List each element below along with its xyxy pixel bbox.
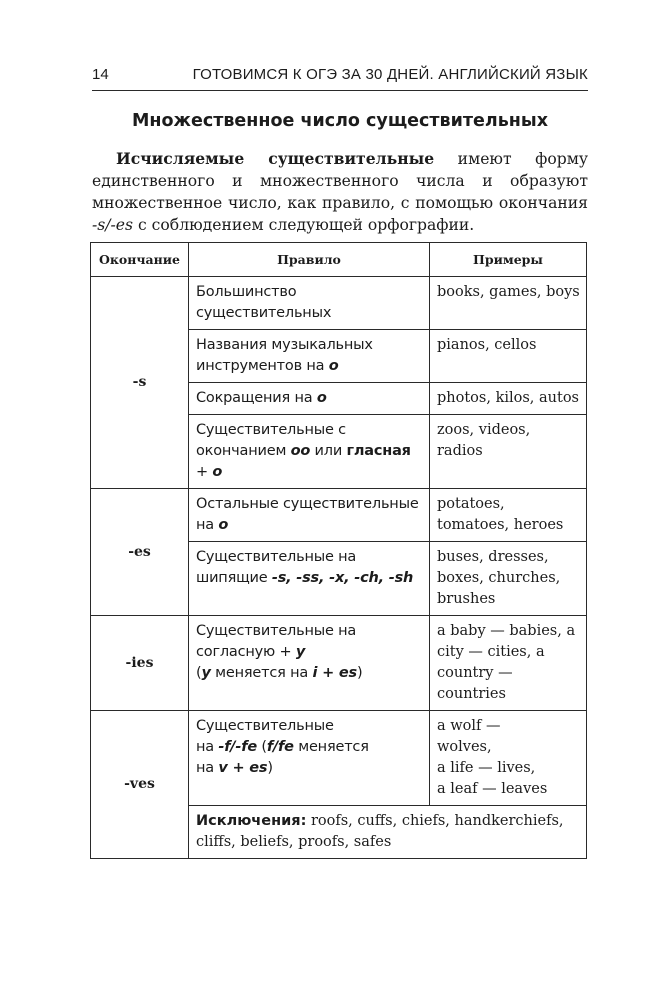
running-title: ГОТОВИМСЯ К ОГЭ ЗА 30 ДНЕЙ. АНГЛИЙСКИЙ ЯЗЫК bbox=[192, 66, 588, 83]
rule-fragment: на bbox=[196, 739, 219, 755]
examples-text: photos, kilos, autos bbox=[437, 390, 579, 406]
examples-cell bbox=[430, 277, 587, 330]
ending-cell: -es bbox=[91, 489, 189, 616]
table-row bbox=[91, 489, 587, 542]
rule-fragment: y bbox=[295, 644, 306, 660]
examples-cell bbox=[430, 489, 587, 542]
examples-text: zoos, videos, radios bbox=[437, 422, 531, 459]
header-rule: Правило bbox=[189, 243, 430, 277]
section-title: Множественное число существительных bbox=[132, 111, 548, 131]
rule-fragment: v + es bbox=[218, 760, 268, 776]
rule-fragment: меняется bbox=[293, 739, 369, 755]
rule-cell bbox=[189, 330, 430, 383]
examples-cell bbox=[430, 330, 587, 383]
rule-cell bbox=[189, 711, 430, 806]
examples-text: pianos, cellos bbox=[437, 337, 537, 353]
intro-paragraph bbox=[92, 148, 588, 236]
intro-text-1: имеют форму единственного и множественного числа и образуют множественное число, как правило, с помощью окончания bbox=[92, 150, 589, 212]
rule-fragment: y bbox=[201, 665, 211, 681]
exceptions-label: Исключения: bbox=[196, 813, 307, 829]
rule-fragment: Названия музыкальных инструментов на bbox=[196, 337, 373, 374]
intro-text-2: с соблюдением следующей орфографии. bbox=[133, 216, 475, 234]
rule-fragment: o bbox=[218, 517, 229, 533]
rule-fragment: i + es bbox=[312, 665, 357, 681]
table-row bbox=[91, 277, 587, 330]
ending-cell: -ies bbox=[91, 616, 189, 711]
examples-text: potatoes, tomatoes, heroes bbox=[437, 496, 564, 533]
rule-fragment: + bbox=[196, 464, 213, 480]
examples-cell bbox=[430, 542, 587, 616]
table-row bbox=[91, 616, 587, 711]
rule-fragment: Существительные на согласную + bbox=[196, 623, 357, 660]
header-rule bbox=[92, 90, 588, 91]
rule-fragment: -f/-fe bbox=[218, 739, 257, 755]
running-header bbox=[92, 66, 588, 88]
rule-fragment: ) bbox=[356, 665, 363, 681]
rule-fragment: oo bbox=[290, 443, 311, 459]
intro-ending: -s/-es bbox=[92, 216, 134, 234]
examples-line: wolves, bbox=[437, 739, 492, 755]
examples-text: buses, dresses, boxes, churches, brushes bbox=[437, 549, 561, 607]
ending-cell: -ves bbox=[91, 711, 189, 859]
rule-cell bbox=[189, 489, 430, 542]
rule-cell bbox=[189, 383, 430, 415]
rule-fragment: на bbox=[196, 760, 219, 776]
intro-lead: Исчисляемые существительные bbox=[116, 149, 435, 168]
rule-fragment: ( bbox=[196, 665, 202, 681]
rule-fragment: ) bbox=[267, 760, 273, 776]
rule-fragment: меняется на bbox=[210, 665, 313, 681]
rule-fragment: Существительные на шипящие bbox=[196, 549, 357, 586]
page-number: 14 bbox=[92, 66, 109, 83]
rule-cell bbox=[189, 415, 430, 489]
rule-fragment: -s, -ss, -x, -ch, -sh bbox=[271, 570, 414, 586]
rule-fragment: Остальные существительные на bbox=[196, 496, 419, 533]
ending-cell: -s bbox=[91, 277, 189, 489]
table-row bbox=[91, 711, 587, 806]
rule-fragment: Сокращения на bbox=[196, 390, 317, 406]
examples-text: a baby — babies, a city — cities, a country — countries bbox=[437, 623, 576, 702]
rule-fragment: или bbox=[310, 443, 347, 459]
rule-fragment: o bbox=[212, 464, 223, 480]
examples-cell bbox=[430, 711, 587, 806]
rule-fragment: o bbox=[316, 390, 327, 406]
examples-line: a life — lives, bbox=[437, 760, 536, 776]
examples-line: a wolf — bbox=[437, 718, 501, 734]
rule-cell bbox=[189, 542, 430, 616]
examples-line: a leaf — leaves bbox=[437, 781, 548, 797]
examples-cell bbox=[430, 616, 587, 711]
examples-cell bbox=[430, 415, 587, 489]
rule-fragment: o bbox=[328, 358, 339, 374]
rule-fragment: гласная bbox=[346, 443, 411, 459]
header-examples: Примеры bbox=[430, 243, 587, 277]
header-ending: Окончание bbox=[91, 243, 189, 277]
table-header-row bbox=[91, 243, 587, 277]
examples-cell bbox=[430, 383, 587, 415]
rule-cell bbox=[189, 277, 430, 330]
rule-fragment: ( bbox=[256, 739, 267, 755]
rule-fragment: Существительные bbox=[196, 718, 334, 734]
exceptions-text: roofs, cuffs, chiefs, handkerchiefs, cliffs, beliefs, proofs, safes bbox=[196, 813, 564, 850]
rule-fragment: Большинство существительных bbox=[196, 284, 332, 321]
table-body bbox=[91, 277, 587, 859]
rule-cell bbox=[189, 616, 430, 711]
examples-text: books, games, boys bbox=[437, 284, 580, 300]
plural-rules-table bbox=[90, 242, 587, 859]
rule-fragment: f/fe bbox=[266, 739, 294, 755]
rule-fragment: Существительные с окончанием bbox=[196, 422, 346, 459]
exceptions-cell bbox=[189, 806, 587, 859]
